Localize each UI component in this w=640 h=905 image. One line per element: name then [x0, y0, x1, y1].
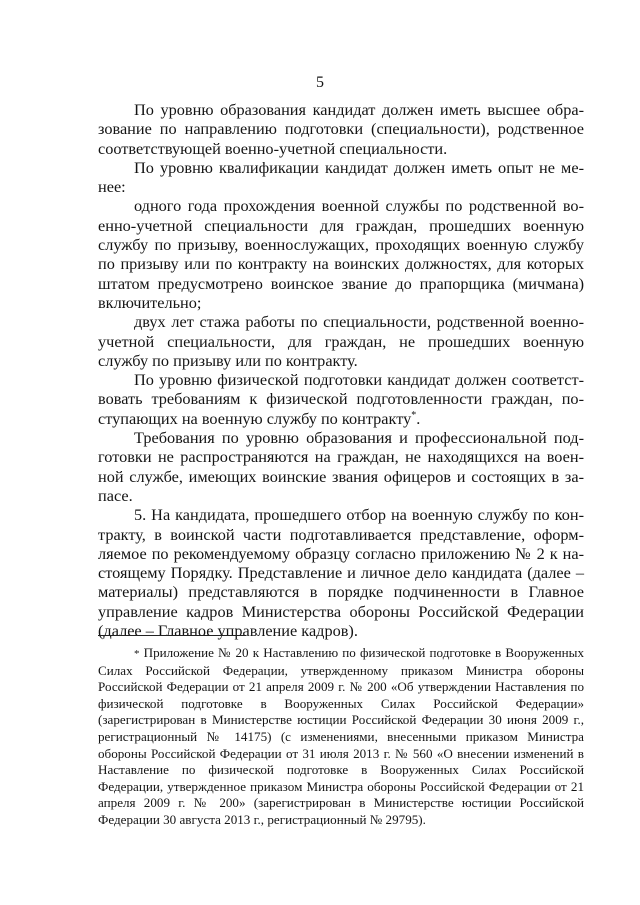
footnote-divider: [98, 635, 246, 636]
footnote-reference[interactable]: *: [411, 409, 417, 421]
paragraph-work-two-years: двух лет стажа работы по специальности, родственной военноучетной специальности, для граждан, не прошедших военную службу по призыву или по контракту.: [98, 312, 584, 370]
footnote-text: Приложение № 20 к Наставлению по физической подготовке в Вооруженных Силах Российской Федерации, утвержденному приказом Министра обороны Российской Федерации от 21 апреля 2009 г. № 200 «Об утверждении Наставления по физической подготовке в Вооруженных Силах Российской Федерации» (зарегистрирован в Министерстве юстиции Российской Федерации 30 июня 2009 г., регистрационный № 14175) (с изменениями, внесенными приказом Министра обороны Российской Федерации от 31 июля 2013 г. № 560 «О внесении изменений в Наставление по физической подготовке в Вооруженных Силах Российской Федерации, утвержденное приказом Министра обороны Российской Федерации от 21 апреля 2009 г. № 200» (зарегистрирован в Министерстве юстиции Российской Федерации 30 августа 2013 г., регистрационный № 29795).: [98, 645, 584, 827]
footnote-paragraph: [98, 645, 584, 829]
paragraph-qualification: По уровню квалификации кандидат должен иметь опыт не менее:: [98, 157, 584, 197]
paragraph-requirements-exemption: Требования по уровню образования и профессиональной подготовки не распространяются на граждан, не находящихся на военной службе, имеющих воинские звания офицеров и состоящих в запасе.: [98, 428, 584, 505]
paragraph-physical-training-text: По уровню физической подготовки кандидат должен соответствовать требованиям к физической подготовленности граждан, поступающих на военную службу по контракту: [98, 370, 584, 428]
paragraph-service-one-year: одного года прохождения военной службы по родственной военно-учетной специальности для граждан, прошедших военную службу по призыву, военнослужащих, проходящих военную службу по призыву или по контракту на воинских должностях, для которых штатом предусмотрено воинское звание до прапорщика (мичмана) включительно;: [98, 196, 584, 312]
paragraph-education: По уровню образования кандидат должен иметь высшее образование по направлению подготовки (специальности), родственное соответствующей военно-учетной специальности.: [98, 100, 584, 158]
main-text: [98, 100, 584, 640]
sentence-period: .: [416, 408, 421, 428]
page-number: 5: [316, 74, 324, 91]
footnote-marker: *: [134, 648, 140, 660]
paragraph-item-5: 5. На кандидата, прошедшего отбор на военную службу по контракту, в воинской части подготавливается представление, оформляемое по рекомендуемому образцу согласно приложению № 2 к настоящему Порядку. Представление и личное дело кандидата (далее – материалы) представляются в порядке подчиненности в Главное управление кадров Министерства обороны Российской Федерации (далее – Главное управление кадров).: [98, 505, 584, 641]
footnote: [98, 645, 584, 829]
paragraph-physical-training: [98, 370, 584, 428]
